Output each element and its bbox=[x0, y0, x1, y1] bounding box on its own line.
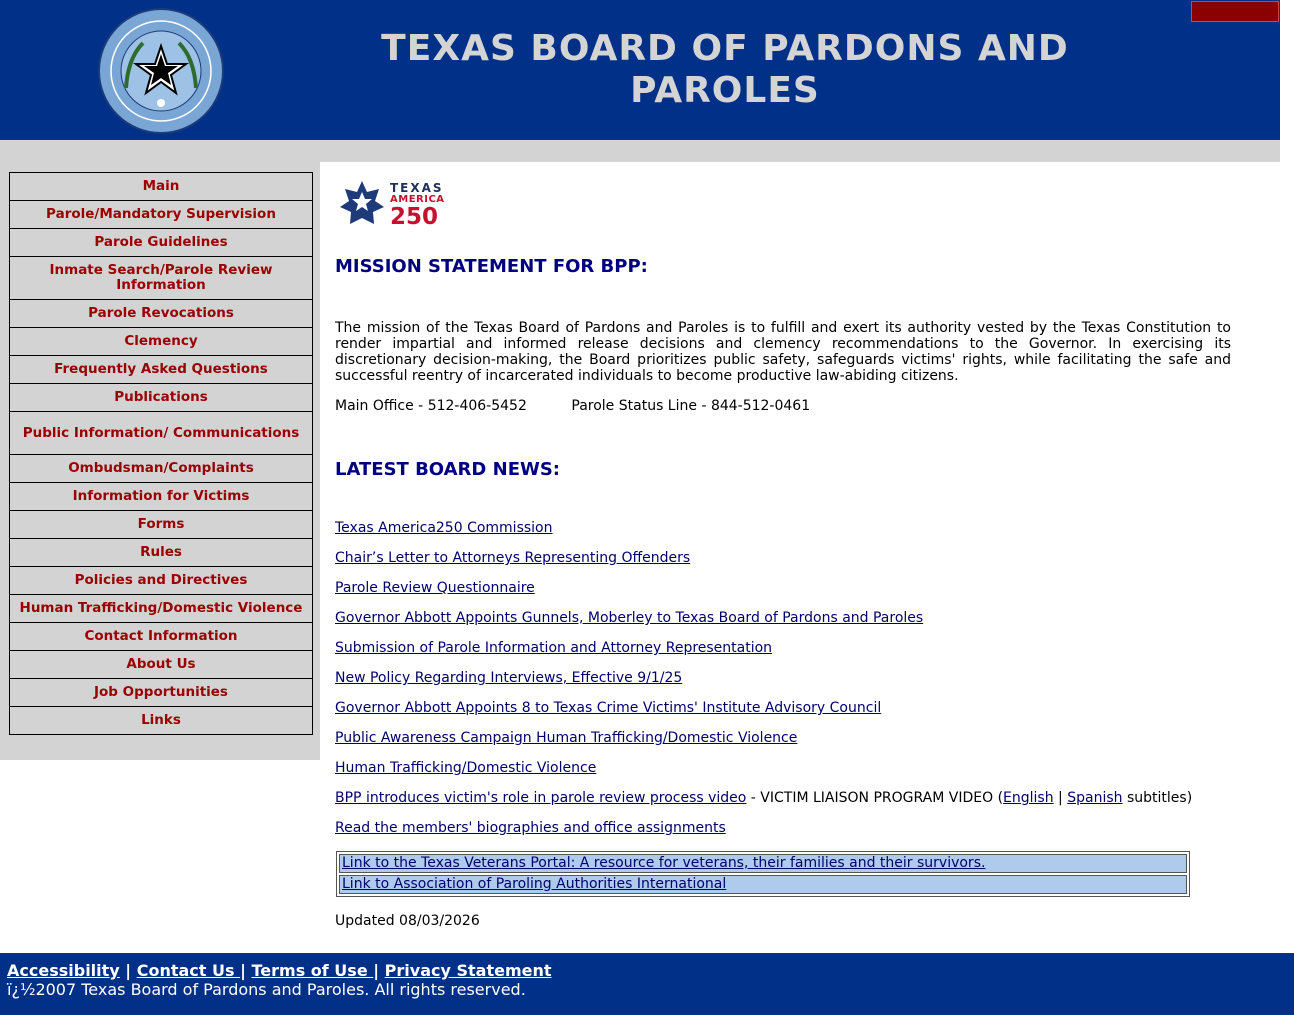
news-link-interview-policy[interactable]: New Policy Regarding Interviews, Effective 9/1/25 bbox=[335, 670, 683, 686]
nav-item-job-opportunities[interactable]: Job Opportunities bbox=[10, 679, 312, 707]
logo-line-texas: TEXAS bbox=[390, 181, 444, 195]
footer-separator: | bbox=[373, 961, 385, 980]
news-link-submission[interactable]: Submission of Parole Information and Attorney Representation bbox=[335, 640, 773, 656]
footer-separator: | bbox=[119, 961, 137, 980]
site-header bbox=[0, 0, 1280, 140]
left-sidebar bbox=[0, 162, 320, 760]
news-link-human-trafficking[interactable]: Human Trafficking/Domestic Violence bbox=[335, 760, 597, 776]
video-spanish-link[interactable]: Spanish bbox=[1067, 790, 1123, 806]
header-red-button[interactable] bbox=[1191, 1, 1279, 22]
nav-item-publications[interactable]: Publications bbox=[10, 384, 312, 412]
texas-america-250-logo[interactable] bbox=[340, 180, 465, 226]
nav-item-rules[interactable]: Rules bbox=[10, 539, 312, 567]
site-title: TEXAS BOARD OF PARDONS AND PAROLES bbox=[381, 28, 1069, 111]
mission-heading: MISSION STATEMENT FOR BPP: bbox=[335, 256, 648, 277]
bios-link[interactable]: Read the members' biographies and office assignments bbox=[335, 820, 726, 836]
footer-links bbox=[7, 961, 552, 980]
news-link-appointments[interactable]: Governor Abbott Appoints Gunnels, Moberley to Texas Board of Pardons and Paroles bbox=[335, 610, 924, 626]
resource-row bbox=[339, 854, 1187, 873]
main-office-phone: Main Office - 512-406-5452 bbox=[335, 398, 527, 414]
copyright-text: ï¿½2007 Texas Board of Pardons and Paroles. All rights reserved. bbox=[7, 980, 526, 999]
updated-date: Updated 08/03/2026 bbox=[335, 913, 480, 929]
nav-item-about-us[interactable]: About Us bbox=[10, 651, 312, 679]
footer-terms-link[interactable]: Terms of Use bbox=[251, 961, 374, 980]
footer-contact-link[interactable]: Contact Us bbox=[136, 961, 241, 980]
nav-item-clemency[interactable]: Clemency bbox=[10, 328, 312, 356]
nav-item-ombudsman[interactable]: Ombudsman/Complaints bbox=[10, 455, 312, 483]
nav-item-parole-guidelines[interactable]: Parole Guidelines bbox=[10, 229, 312, 257]
site-footer bbox=[0, 953, 1294, 1015]
nav-item-parole-mandatory-supervision[interactable]: Parole/Mandatory Supervision bbox=[10, 201, 312, 229]
resource-row bbox=[339, 875, 1187, 894]
parole-status-phone: Parole Status Line - 844-512-0461 bbox=[571, 398, 811, 414]
news-link-advisory-council[interactable]: Governor Abbott Appoints 8 to Texas Crime Victims' Institute Advisory Council bbox=[335, 700, 882, 716]
footer-separator: | bbox=[240, 961, 252, 980]
veterans-portal-link[interactable]: Link to the Texas Veterans Portal: A resource for veterans, their families and their survivors. bbox=[342, 855, 986, 871]
resource-links-box bbox=[336, 851, 1190, 897]
contact-phones bbox=[335, 398, 810, 414]
news-heading: LATEST BOARD NEWS: bbox=[335, 459, 560, 480]
nav-item-inmate-search[interactable]: Inmate Search/Parole Review Information bbox=[10, 257, 312, 300]
nav-item-parole-revocations[interactable]: Parole Revocations bbox=[10, 300, 312, 328]
nav-item-human-trafficking[interactable]: Human Trafficking/Domestic Violence bbox=[10, 595, 312, 623]
logo-line-america: AMERICA bbox=[390, 194, 445, 205]
nav-item-contact-information[interactable]: Contact Information bbox=[10, 623, 312, 651]
news-link-questionnaire[interactable]: Parole Review Questionnaire bbox=[335, 580, 535, 596]
video-link[interactable]: BPP introduces victim's role in parole review process video bbox=[335, 790, 747, 806]
logo-line-250: 250 bbox=[390, 204, 439, 226]
apai-link[interactable]: Link to Association of Paroling Authorities International bbox=[342, 876, 727, 892]
mission-statement: The mission of the Texas Board of Pardons and Paroles is to fulfill and exert its authority vested by the Texas Constitution to render impartial and informed release decisions and clemency recommendations to the Governor. In exercising its discretionary decision-making, the Board prioritizes public safety, safeguards victims' rights, while facilitating the safe and successful reentry of incarcerated individuals to become productive law-abiding citizens. bbox=[335, 320, 1231, 384]
nav-item-victims-info[interactable]: Information for Victims bbox=[10, 483, 312, 511]
nav-item-policies[interactable]: Policies and Directives bbox=[10, 567, 312, 595]
footer-accessibility-link[interactable]: Accessibility bbox=[7, 961, 120, 980]
video-separator: | bbox=[1053, 790, 1068, 806]
nav-item-public-information[interactable]: Public Information/ Communications bbox=[10, 412, 312, 455]
header-divider bbox=[0, 140, 1280, 162]
video-text-after: subtitles) bbox=[1122, 790, 1193, 806]
video-english-link[interactable]: English bbox=[1003, 790, 1054, 806]
footer-privacy-link[interactable]: Privacy Statement bbox=[384, 961, 552, 980]
main-navigation bbox=[9, 172, 313, 735]
nav-item-links[interactable]: Links bbox=[10, 707, 312, 735]
video-text-before: - VICTIM LIAISON PROGRAM VIDEO ( bbox=[746, 790, 1004, 806]
texas-seal-logo bbox=[98, 8, 224, 134]
nav-item-forms[interactable]: Forms bbox=[10, 511, 312, 539]
news-link-awareness-campaign[interactable]: Public Awareness Campaign Human Trafficking/Domestic Violence bbox=[335, 730, 798, 746]
video-news-item bbox=[335, 790, 1192, 806]
nav-item-main[interactable]: Main bbox=[10, 173, 312, 201]
nav-item-faq[interactable]: Frequently Asked Questions bbox=[10, 356, 312, 384]
news-link-america250[interactable]: Texas America250 Commission bbox=[335, 520, 553, 536]
news-link-chairs-letter[interactable]: Chair’s Letter to Attorneys Representing Offenders bbox=[335, 550, 691, 566]
